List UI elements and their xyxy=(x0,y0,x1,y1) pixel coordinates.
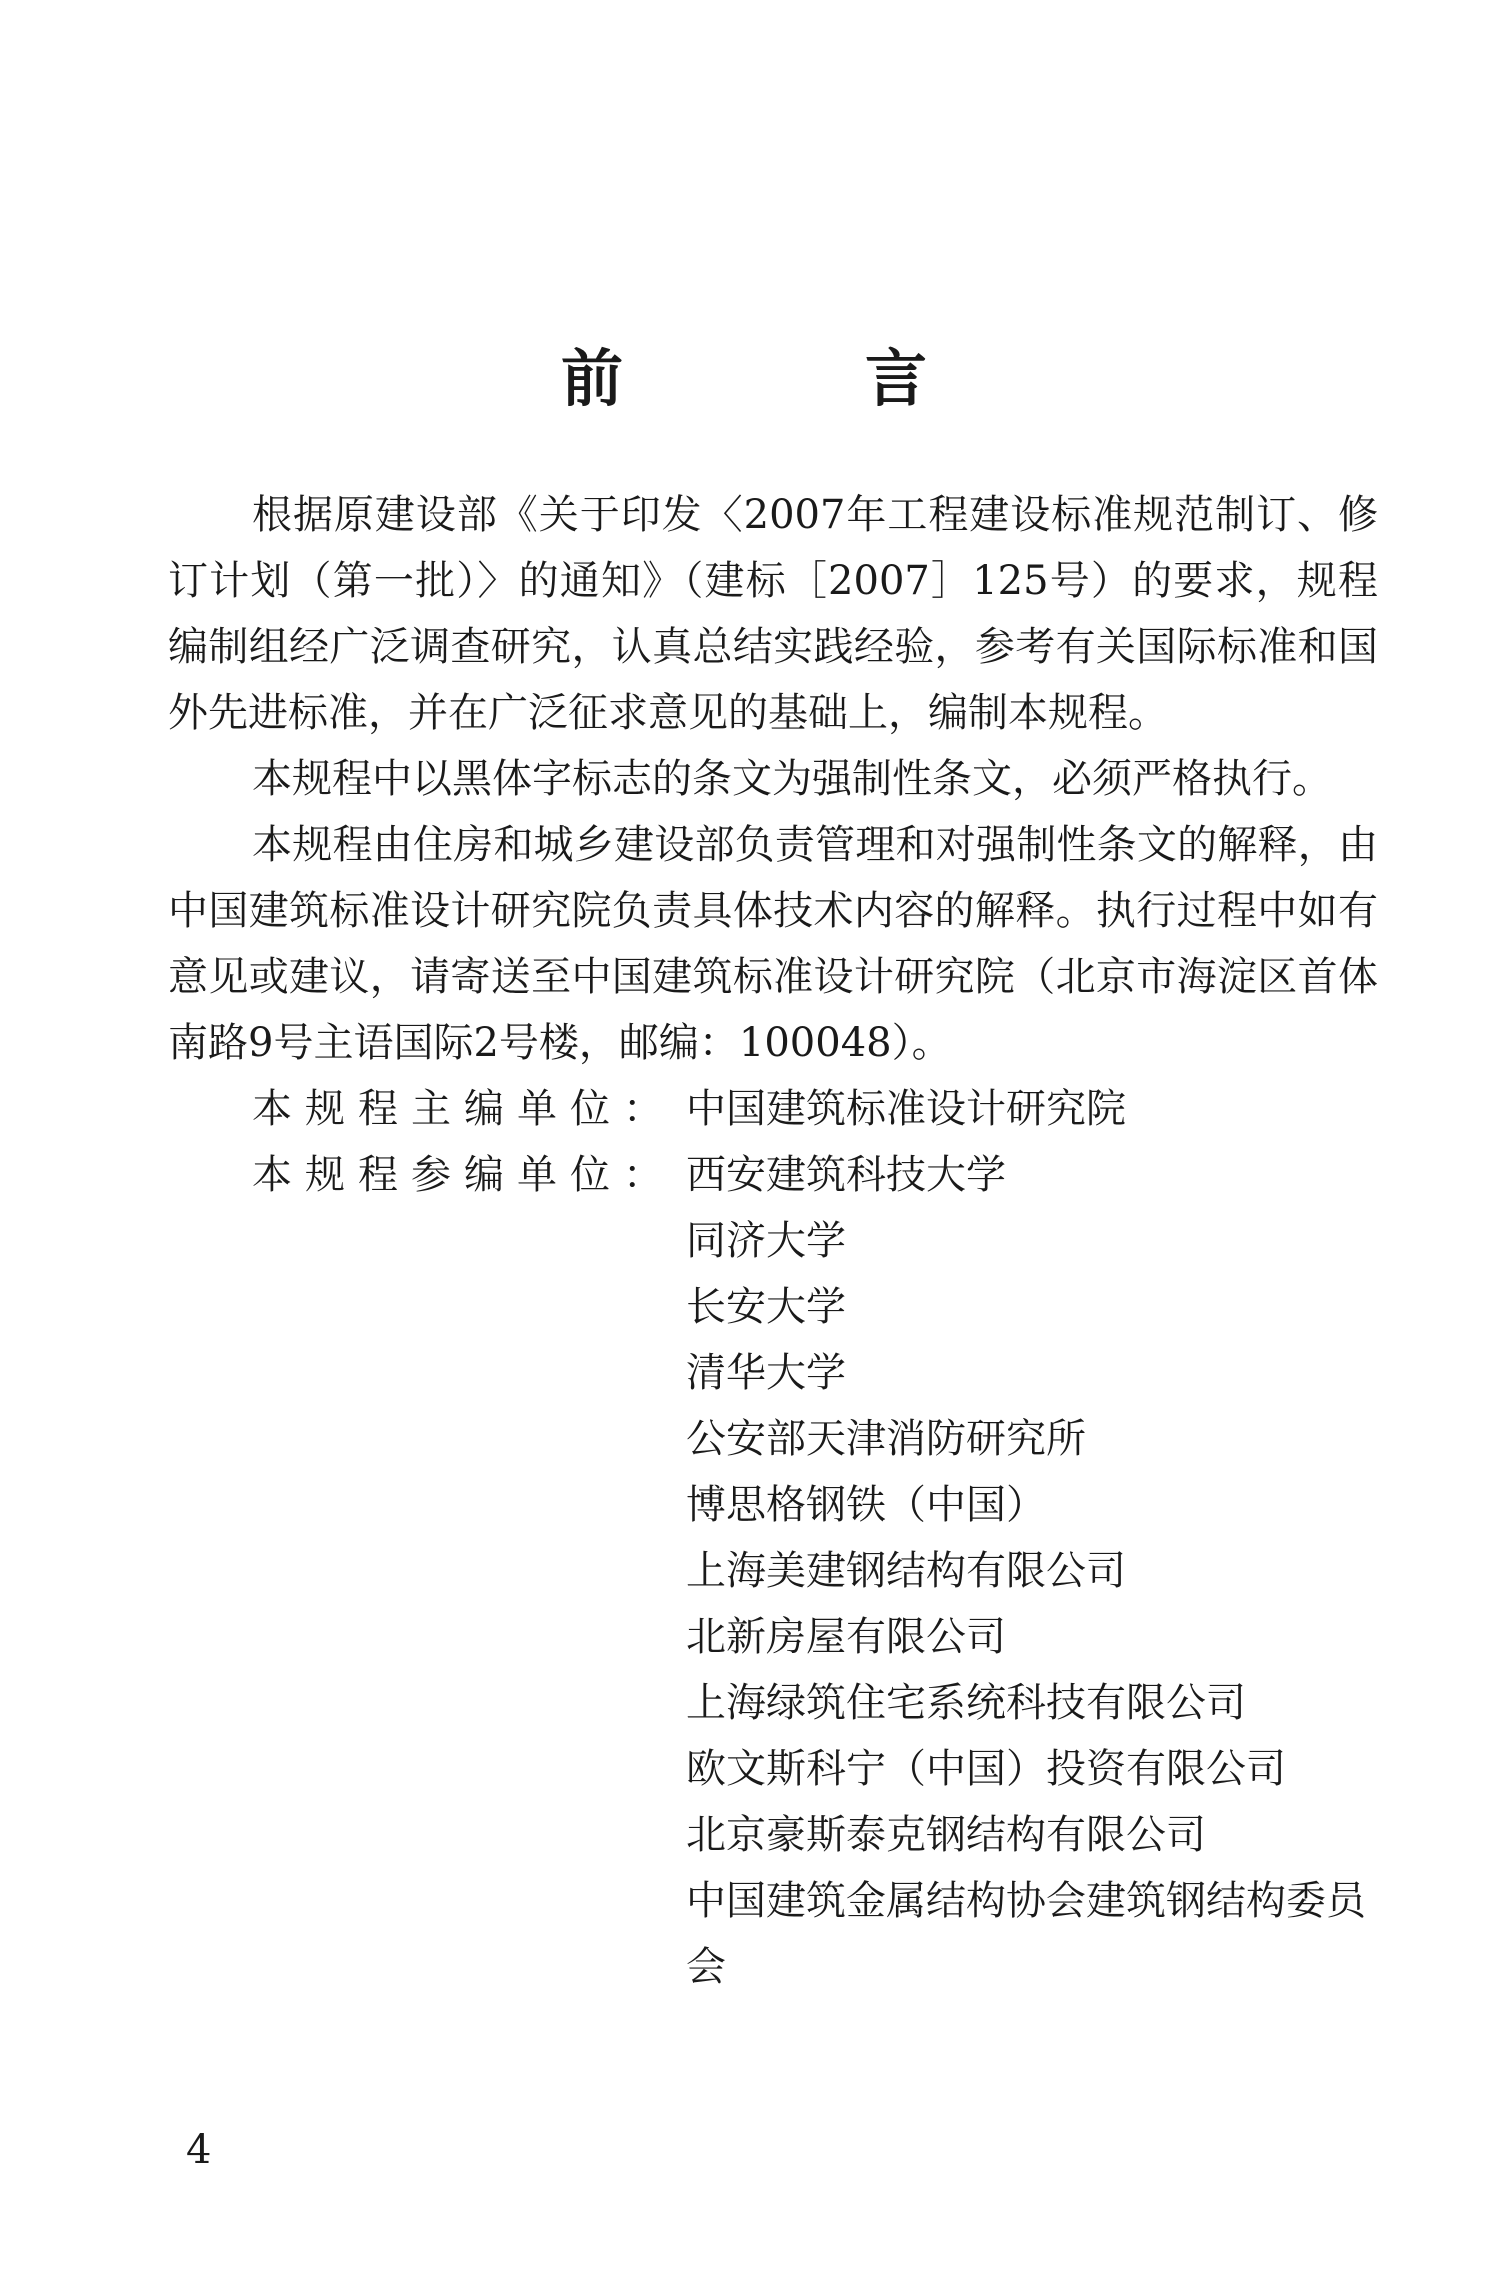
participating-list xyxy=(168,1208,1378,2000)
page-title: 前 言 xyxy=(560,341,1017,415)
list-item: 公安部天津消防研究所 xyxy=(686,1416,1086,1462)
list-item: 北新房屋有限公司 xyxy=(686,1614,1006,1660)
participating-first: 西安建筑科技大学 xyxy=(686,1152,1006,1198)
list-item: 长安大学 xyxy=(686,1284,846,1330)
chief-editor-row xyxy=(168,1076,1378,1142)
list-item: 清华大学 xyxy=(686,1350,846,1396)
paragraph-management: 本规程由住房和城乡建设部负责管理和对强制性条文的解释，由中国建筑标准设计研究院负责具体技术内容的解释。执行过程中如有意见或建议，请寄送至中国建筑标准设计研究院（北京市海淀区首体南路9号主语国际2号楼，邮编：100048）。 xyxy=(168,822,1378,1066)
chief-editor-label: 本规程主编单位： xyxy=(252,1086,676,1132)
list-item: 上海美建钢结构有限公司 xyxy=(686,1548,1126,1594)
list-item: 中国建筑金属结构协会建筑钢结构委员会 xyxy=(686,1878,1366,1990)
paragraph-basis: 根据原建设部《关于印发〈2007年工程建设标准规范制订、修订计划（第一批）〉的通知》（建标［2007］125号）的要求，规程编制组经广泛调查研究，认真总结实践经验，参考有关国际标准和国外先进标准，并在广泛征求意见的基础上，编制本规程。 xyxy=(168,492,1378,736)
chief-editor-value: 中国建筑标准设计研究院 xyxy=(686,1086,1126,1132)
list-item: 同济大学 xyxy=(686,1218,846,1264)
participating-label: 本规程参编单位： xyxy=(252,1152,676,1198)
list-item: 博思格钢铁（中国） xyxy=(686,1482,1046,1528)
list-item: 北京豪斯泰克钢结构有限公司 xyxy=(686,1812,1206,1858)
participating-row xyxy=(168,1142,1378,1208)
page-number: 4 xyxy=(186,2127,212,2173)
list-item: 欧文斯科宁（中国）投资有限公司 xyxy=(686,1746,1286,1792)
list-item: 上海绿筑住宅系统科技有限公司 xyxy=(686,1680,1246,1726)
preface-body xyxy=(168,482,1378,2000)
paragraph-mandatory: 本规程中以黑体字标志的条文为强制性条文，必须严格执行。 xyxy=(252,756,1332,802)
